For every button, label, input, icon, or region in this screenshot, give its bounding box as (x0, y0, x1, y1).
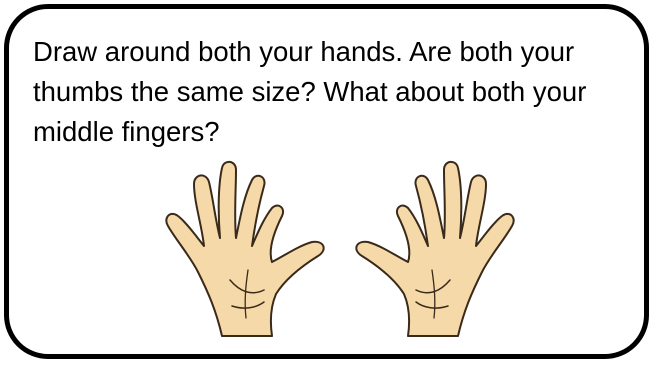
right-hand-icon (356, 162, 513, 336)
two-open-hands-icon (160, 160, 520, 340)
prompt-text: Draw around both your hands. Are both your thumbs the same size? What about both your middle fingers? (33, 36, 587, 147)
left-hand-icon (166, 162, 323, 336)
